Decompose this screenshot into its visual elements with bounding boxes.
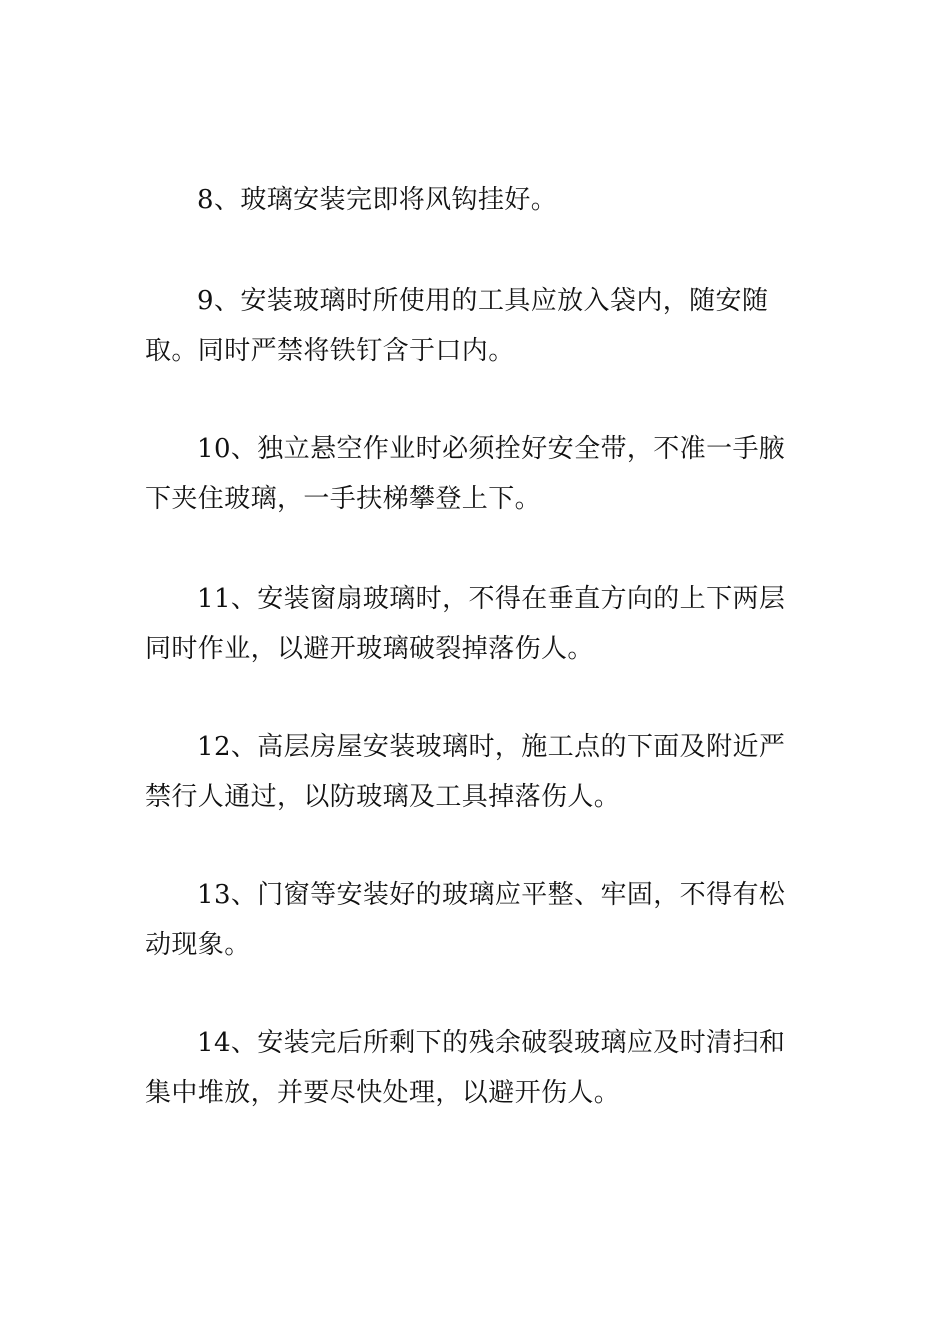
paragraph-item-12: 12、高层房屋安装玻璃时，施工点的下面及附近严禁行人通过，以防玻璃及工具掉落伤人。 [145,732,786,812]
paragraph-item-11: 11、安装窗扇玻璃时，不得在垂直方向的上下两层同时作业，以避开玻璃破裂掉落伤人。 [145,584,786,664]
paragraph-item-14: 14、安装完后所剩下的残余破裂玻璃应及时清扫和集中堆放，并要尽快处理，以避开伤人。 [145,1028,786,1108]
paragraph-item-10: 10、独立悬空作业时必须拴好安全带，不准一手腋下夹住玻璃，一手扶梯攀登上下。 [145,434,786,514]
paragraph-item-13: 13、门窗等安装好的玻璃应平整、牢固，不得有松动现象。 [145,880,786,960]
paragraph-item-9: 9、安装玻璃时所使用的工具应放入袋内，随安随取。同时严禁将铁钉含于口内。 [145,286,769,366]
paragraph-item-8: 8、玻璃安装完即将风钩挂好。 [197,185,558,215]
